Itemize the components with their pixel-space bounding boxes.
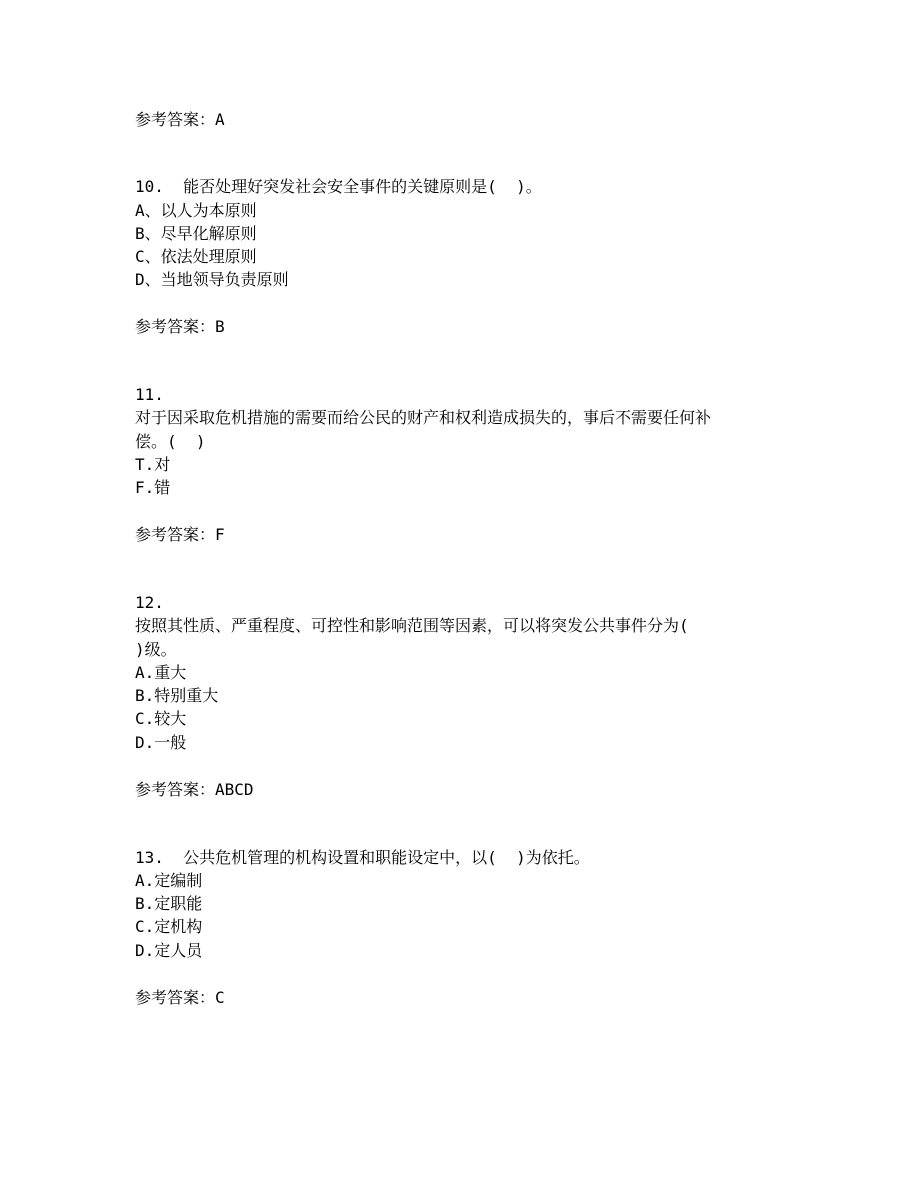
question-13-option-d: D.定人员 [135, 941, 203, 960]
answer-q11: 参考答案：F [135, 525, 225, 544]
question-13-option-b: B.定职能 [135, 894, 203, 913]
question-11-option-t: T.对 [135, 455, 171, 474]
question-12-stem-line2: )级。 [135, 640, 177, 659]
question-11-number: 11. [135, 385, 164, 404]
answer-q13: 参考答案：C [135, 988, 225, 1007]
question-12-option-a: A.重大 [135, 663, 187, 682]
question-11-stem-line2: 偿。( ) [135, 432, 206, 451]
answer-q10: 参考答案：B [135, 317, 225, 336]
question-12-number: 12. [135, 593, 164, 612]
question-13-option-a: A.定编制 [135, 871, 203, 890]
question-11-stem-line1: 对于因采取危机措施的需要而给公民的财产和权利造成损失的，事后不需要任何补 [135, 408, 712, 427]
answer-q12: 参考答案：ABCD [135, 780, 254, 799]
question-10-stem: 10. 能否处理好突发社会安全事件的关键原则是( )。 [135, 177, 542, 196]
answer-q9: 参考答案：A [135, 110, 225, 129]
question-13-stem: 13. 公共危机管理的机构设置和职能设定中，以( )为依托。 [135, 848, 590, 867]
question-12-stem-line1: 按照其性质、严重程度、可控性和影响范围等因素，可以将突发公共事件分为( [135, 616, 689, 635]
question-12-option-d: D.一般 [135, 733, 187, 752]
question-13-option-c: C.定机构 [135, 917, 203, 936]
question-12-option-c: C.较大 [135, 709, 187, 728]
question-10-option-a: A、以人为本原则 [135, 201, 257, 220]
question-12-option-b: B.特别重大 [135, 686, 219, 705]
question-11-option-f: F.错 [135, 478, 171, 497]
question-10-option-d: D、当地领导负责原则 [135, 270, 289, 289]
question-10-option-b: B、尽早化解原则 [135, 224, 257, 243]
question-10-option-c: C、依法处理原则 [135, 247, 257, 266]
